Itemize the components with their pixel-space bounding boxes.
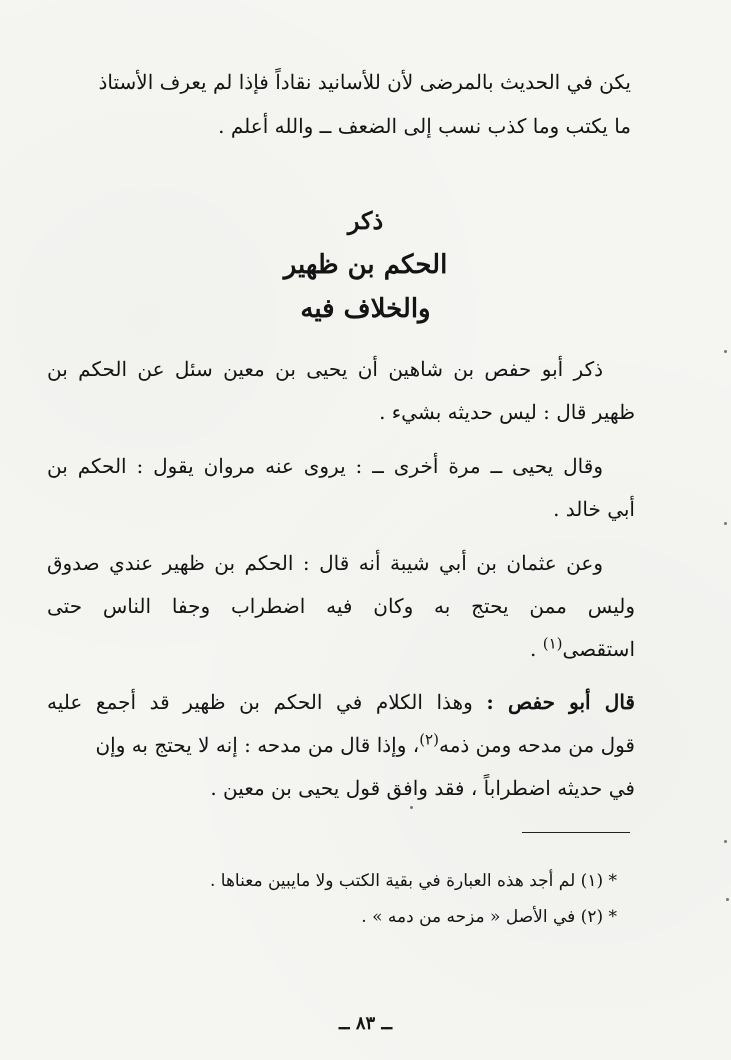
section-heading-3: والخلاف فيه [300,294,431,324]
paragraph-3-line-1: وعن عثمان بن أبي شيبة أنه قال : الحكم بن ظهير عندي صدوق [47,551,603,575]
scan-speck [724,840,727,843]
scan-speck [410,806,413,809]
paragraph-1-line-1: ذكر أبو حفص بن شاهين أن يحيى بن معين سئل عن الحكم بن [47,357,603,381]
paragraph-4-line-2-text: قول من مدحه ومن ذمه [438,733,635,757]
paragraph-3-line-3 [120,635,635,663]
footnote-ref-2[interactable]: (٢) [419,730,439,749]
paragraph-3-line-3-end: . [530,637,543,661]
footnote-1: * (١) لم أجد هذه العبارة في بقية الكتب ولا مايبين معناها . [209,871,617,891]
speaker-name: قال أبو حفص : [486,690,635,714]
intro-line-1: يكن في الحديث بالمرضى لأن للأسانيد نقاداً فإذا لم يعرف الأستاذ [98,70,631,94]
scan-speck [724,350,727,353]
paragraph-4-line-2 [47,731,635,759]
paragraph-3-line-3-text: استقصى [562,637,635,661]
paragraph-4-line-2-rest: ، وإذا قال من مدحه : إنه لا يحتج به وإن [95,733,420,757]
footnote-ref-1[interactable]: (١) [542,634,563,653]
paragraph-4-line-1-rest: وهذا الكلام في الحكم بن ظهير قد أجمع عليه [47,690,487,714]
paragraph-4-line-3: في حديثه اضطراباً ، فقد وافق قول يحيى بن معين . [210,776,635,800]
page-number: ــ ٨٣ ــ [339,1013,392,1034]
section-heading-2: الحكم بن ظهير [283,250,448,280]
intro-line-2: ما يكتب وما كذب نسب إلى الضعف ــ والله أعلم . [218,114,631,138]
footnote-2: * (٢) في الأصل « مزحه من دمه » . [361,907,617,927]
paragraph-2-line-1: وقال يحيى ــ مرة أخرى ــ : يروى عنه مروان يقول : الحكم بن [47,454,603,478]
section-heading-1: ذكر [347,206,384,235]
footnote-divider [522,832,630,833]
paragraph-1-line-2: ظهير قال : ليس حديثه بشيء . [379,400,635,424]
scan-speck [726,898,729,901]
paragraph-3-line-2: وليس ممن يحتج به وكان فيه اضطراب وجفا الناس حتى [47,594,635,618]
paragraph-2-line-2: أبي خالد . [553,497,635,521]
paragraph-4-line-1 [47,688,635,716]
scan-speck [724,522,727,525]
